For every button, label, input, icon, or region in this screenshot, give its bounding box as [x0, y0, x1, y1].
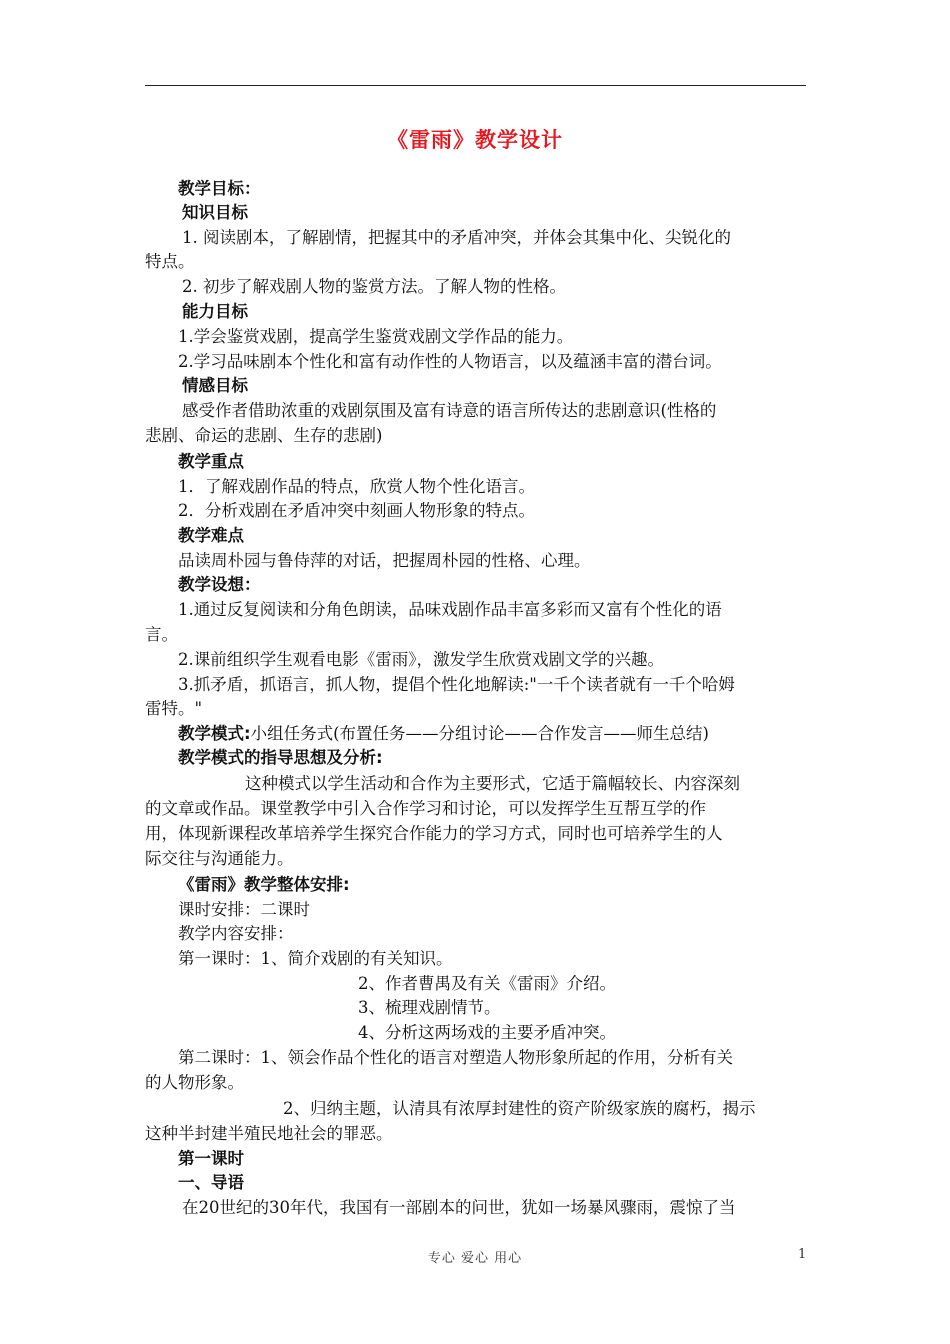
paragraph-line: 第一课时：1、简介戏剧的有关知识。 — [178, 949, 453, 968]
paragraph-line: 这种半封建半殖民地社会的罪恶。 — [145, 1124, 393, 1143]
paragraph-line: 1.学会鉴赏戏剧，提高学生鉴赏戏剧文学作品的能力。 — [178, 327, 574, 346]
paragraph-line: 4、分析这两场戏的主要矛盾冲突。 — [358, 1023, 616, 1042]
paragraph-line: 雷特。" — [145, 699, 203, 718]
heading-introduction: 一、导语 — [178, 1173, 244, 1192]
paragraph-line: 悲剧、命运的悲剧、生存的悲剧) — [145, 426, 383, 445]
paragraph-line: 这种模式以学生活动和合作为主要形式，它适于篇幅较长、内容深刻 — [245, 774, 740, 793]
heading-teaching-goals: 教学目标： — [178, 179, 261, 198]
paragraph-line: 课时安排：二课时 — [178, 900, 310, 919]
page-number: 1 — [798, 1247, 807, 1262]
paragraph-line: 品读周朴园与鲁侍萍的对话，把握周朴园的性格、心理。 — [178, 551, 591, 570]
paragraph-line: 特点。 — [145, 252, 195, 271]
paragraph-line: 际交往与沟通能力。 — [145, 849, 294, 868]
heading-mode-analysis: 教学模式的指导思想及分析: — [178, 748, 383, 767]
heading-teaching-difficulty: 教学难点 — [178, 526, 244, 545]
heading-teaching-focus: 教学重点 — [178, 452, 244, 471]
subheading-emotion-goals: 情感目标 — [182, 376, 248, 395]
paragraph-line: 3.抓矛盾，抓语言，抓人物，提倡个性化地解读:"一千个读者就有一千个哈姆 — [178, 675, 735, 694]
heading-first-lesson: 第一课时 — [178, 1149, 244, 1168]
paragraph-line: 3、梳理戏剧情节。 — [358, 998, 501, 1017]
subheading-ability-goals: 能力目标 — [182, 302, 248, 321]
paragraph-line: 1. 阅读剧本，了解剧情，把握其中的矛盾冲突，并体会其集中化、尖锐化的 — [182, 228, 731, 247]
header-rule — [145, 85, 806, 86]
page-footer: 专心 爱心 用心 — [427, 1251, 523, 1266]
heading-overall-arrangement: 《雷雨》教学整体安排: — [178, 875, 350, 894]
teaching-mode-label: 教学模式: — [178, 724, 251, 743]
paragraph-line: 2．分析戏剧在矛盾冲突中刻画人物形象的特点。 — [178, 501, 535, 520]
paragraph-line: 1.通过反复阅读和分角色朗读，品味戏剧作品丰富多彩而又富有个性化的语 — [178, 600, 722, 619]
paragraph-line: 在20世纪的30年代，我国有一部剧本的问世，犹如一场暴风骤雨，震惊了当 — [182, 1198, 736, 1217]
paragraph-line: 的人物形象。 — [145, 1073, 244, 1092]
paragraph-line: 2.学习品味剧本个性化和富有动作性的人物语言，以及蕴涵丰富的潜台词。 — [178, 352, 722, 371]
paragraph-line: 感受作者借助浓重的戏剧氛围及富有诗意的语言所传达的悲剧意识(性格的 — [182, 401, 717, 420]
teaching-mode-value: 小组任务式(布置任务——分组讨论——合作发言——师生总结) — [250, 724, 709, 743]
paragraph-line: 2. 初步了解戏剧人物的鉴赏方法。了解人物的性格。 — [182, 277, 566, 296]
paragraph-line: 言。 — [145, 625, 178, 644]
paragraph-line: 的文章或作品。课堂教学中引入合作学习和讨论，可以发挥学生互帮互学的作 — [145, 799, 706, 818]
paragraph-line: 用，体现新课程改革培养学生探究合作能力的学习方式，同时也可培养学生的人 — [145, 824, 723, 843]
paragraph-line: 1．了解戏剧作品的特点，欣赏人物个性化语言。 — [178, 477, 535, 496]
paragraph-line: 第二课时：1、领会作品个性化的语言对塑造人物形象所起的作用，分析有关 — [178, 1048, 733, 1067]
paragraph-line: 2、作者曹禺及有关《雷雨》介绍。 — [358, 974, 616, 993]
teaching-mode-line — [178, 722, 843, 746]
paragraph-line: 2、归纳主题，认清具有浓厚封建性的资产阶级家族的腐朽，揭示 — [283, 1099, 756, 1118]
subheading-knowledge-goals: 知识目标 — [182, 203, 248, 222]
paragraph-line: 教学内容安排： — [178, 924, 294, 943]
paragraph-line: 2.课前组织学生观看电影《雷雨》，激发学生欣赏戏剧文学的兴趣。 — [178, 650, 664, 669]
heading-teaching-plan: 教学设想： — [178, 575, 261, 594]
document-title: 《雷雨》教学设计 — [387, 128, 563, 152]
